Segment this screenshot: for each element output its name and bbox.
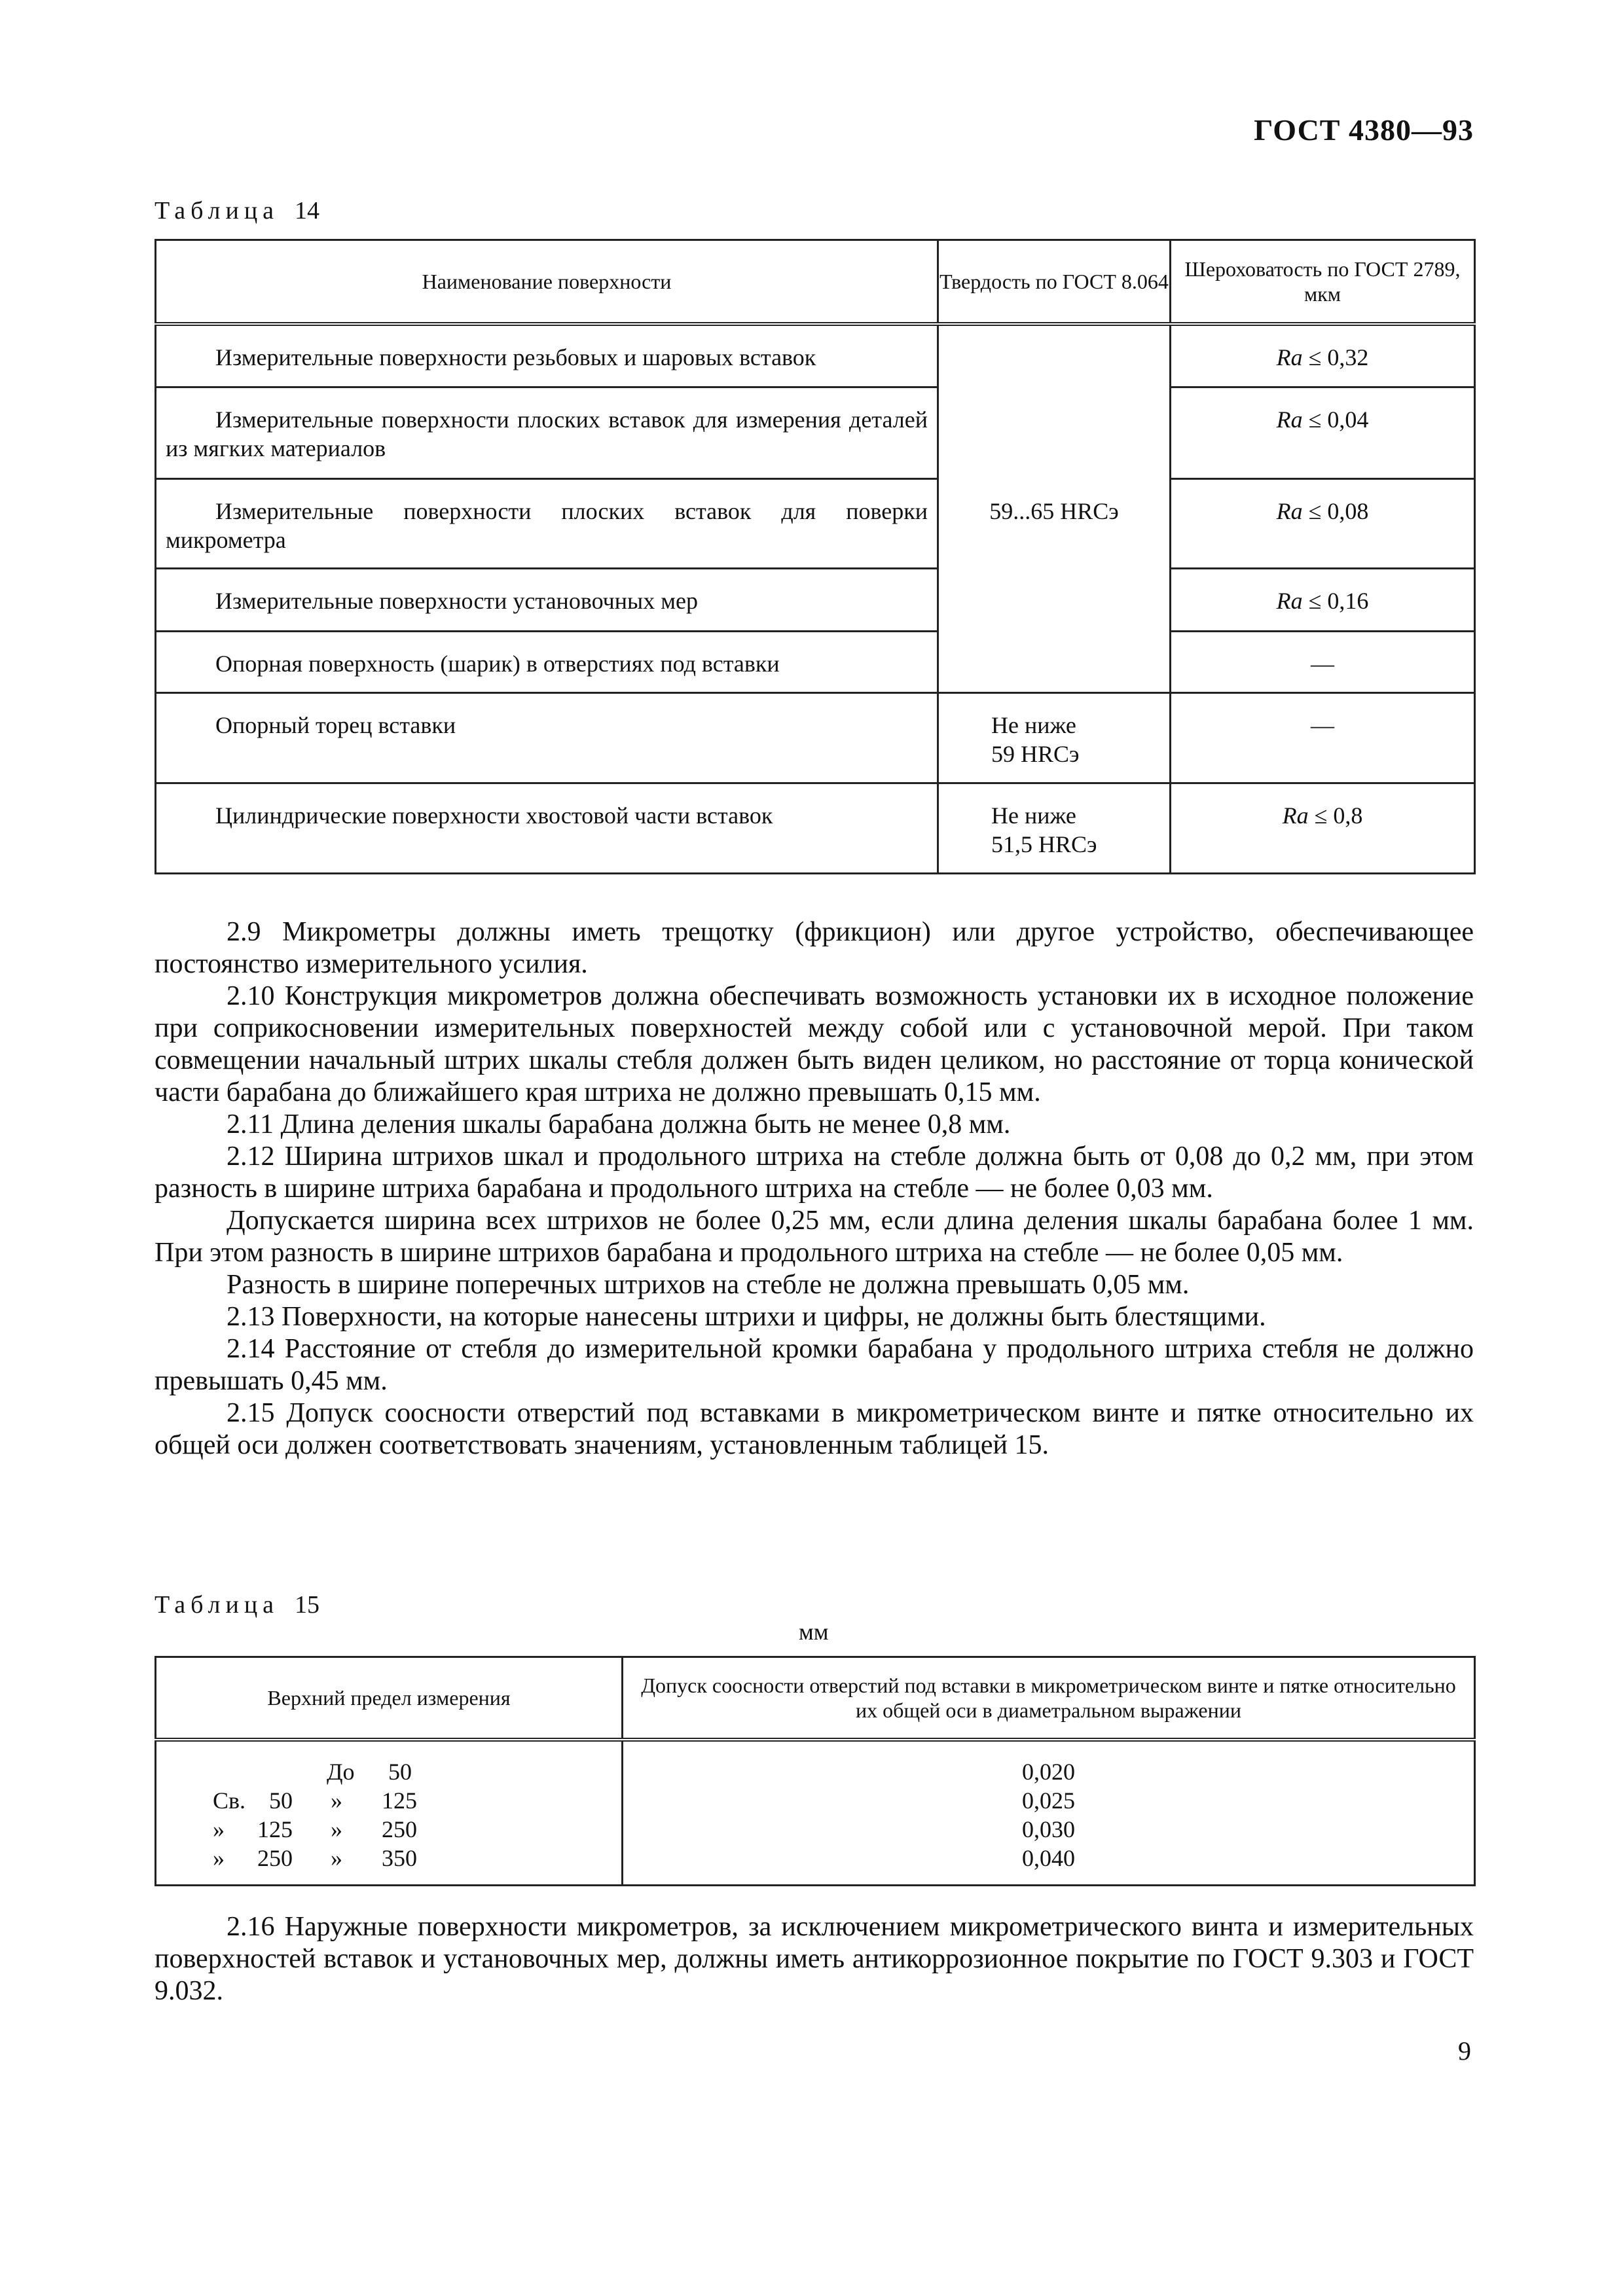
table-row-roughness: Ra ≤ 0,16: [1171, 568, 1475, 631]
paragraph-2-12-note: Допускается ширина всех штрихов не более 0,25 мм, если длина деления шкалы барабана более 1 мм. При этом разность в ширине штрихов барабана и продольного штриха на стебле — не более 0,05 мм.: [155, 1206, 1474, 1268]
table-14-header-name: Наименование поверхности: [156, 240, 938, 325]
table-row-roughness: Ra ≤ 0,04: [1171, 387, 1475, 478]
table-row-name: Опорный торец вставки: [156, 692, 938, 783]
document-header: ГОСТ 4380—93: [1254, 113, 1474, 147]
table-15: [155, 1656, 1476, 1886]
paragraph-2-15: 2.15 Допуск соосности отверстий под вставками в микрометрическом винте и пятке относительно их общей оси должен соответствовать значениям, установленным таблицей 15.: [155, 1398, 1474, 1460]
table-14-caption: Таблица 14: [155, 197, 320, 224]
paragraph-2-16: 2.16 Наружные поверхности микрометров, за исключением микрометрического винта и измерительных поверхностей вставок и установочных мер, должны иметь антикоррозионное покрытие по ГОСТ 9.303 и ГОСТ 9.032.: [155, 1912, 1474, 2006]
table-row-name: Измерительные поверхности плоских вставок для поверки микрометра: [156, 478, 938, 568]
table-row-roughness: —: [1171, 692, 1475, 783]
table-15-caption: Таблица 15: [155, 1591, 320, 1619]
table-14-header-roughness: Шероховатость по ГОСТ 2789, мкм: [1171, 240, 1475, 325]
body-paragraphs: [155, 916, 1474, 1462]
paragraph-2-12: 2.12 Ширина штрихов шкал и продольного штриха на стебле должна быть от 0,08 до 0,2 мм, при этом разность в ширине штриха барабана и продольного штриха на стебле — не более 0,03 мм.: [155, 1141, 1474, 1204]
paragraph-2-9: 2.9 Микрометры должны иметь трещотку (фрикцион) или другое устройство, обеспечивающее постоянство измерительного усилия.: [155, 917, 1474, 979]
paragraph-2-14: 2.14 Расстояние от стебля до измерительной кромки барабана у продольного штриха стебля не должно превышать 0,45 мм.: [155, 1334, 1474, 1396]
table-row-name: Опорная поверхность (шарик) в отверстиях под вставки: [156, 631, 938, 692]
table-15-values-cell: [623, 1740, 1475, 1886]
body-paragraph-216: [155, 1911, 1474, 2007]
table-row-value: 0,040: [1022, 1845, 1075, 1871]
table-row: Св. 50 » 125: [213, 1787, 417, 1814]
paragraph-2-10: 2.10 Конструкция микрометров должна обеспечивать возможность установки их в исходное положение при соприкосновении измерительных поверхностей между собой или с установочной мерой. При таком совмещении начальный штрих шкалы стебля должен быть виден целиком, но расстояние от торца конической части барабана до ближайшего края штриха не должно превышать 0,15 мм.: [155, 981, 1474, 1107]
table-row-roughness: Ra ≤ 0,32: [1171, 324, 1475, 387]
page-number: 9: [1458, 2036, 1471, 2066]
table-row-value: 0,025: [1022, 1787, 1075, 1814]
table-14-header-hardness: Твердость по ГОСТ 8.064: [938, 240, 1171, 325]
table-row-value: 0,020: [1022, 1759, 1075, 1785]
table-row-name: Измерительные поверхности плоских вставок для измерения деталей из мягких материалов: [156, 387, 938, 478]
table-row: » 250 » 350: [213, 1845, 417, 1871]
table-row-roughness: Ra ≤ 0,08: [1171, 478, 1475, 568]
table-14-merged-hardness: 59...65 HRCэ: [938, 324, 1171, 692]
table-row-hardness: Не ниже 51,5 HRCэ: [938, 783, 1171, 873]
table-15-unit: мм: [799, 1619, 829, 1645]
table-15-header-tolerance: Допуск соосности отверстий под вставки в микрометрическом винте и пятке относительно их общей оси в диаметральном выражении: [623, 1657, 1475, 1740]
table-row-name: Цилиндрические поверхности хвостовой части вставок: [156, 783, 938, 873]
paragraph-2-13: 2.13 Поверхности, на которые нанесены штрихи и цифры, не должны быть блестящими.: [227, 1302, 1266, 1332]
table-row-value: 0,030: [1022, 1816, 1075, 1842]
table-row: До 50: [327, 1759, 412, 1785]
table-row: » 125 » 250: [213, 1816, 417, 1842]
table-14: [155, 239, 1476, 874]
paragraph-2-12-note-2: Разность в ширине поперечных штрихов на стебле не должна превышать 0,05 мм.: [227, 1270, 1190, 1300]
table-row-name: Измерительные поверхности резьбовых и шаровых вставок: [156, 324, 938, 387]
table-15-limits-cell: [156, 1740, 623, 1886]
table-row-hardness: Не ниже 59 HRCэ: [938, 692, 1171, 783]
table-row-roughness: —: [1171, 631, 1475, 692]
paragraph-2-11: 2.11 Длина деления шкалы барабана должна быть не менее 0,8 мм.: [227, 1109, 1011, 1139]
table-row-name: Измерительные поверхности установочных мер: [156, 568, 938, 631]
table-15-header-limit: Верхний предел измерения: [156, 1657, 623, 1740]
table-row-roughness: Ra ≤ 0,8: [1171, 783, 1475, 873]
